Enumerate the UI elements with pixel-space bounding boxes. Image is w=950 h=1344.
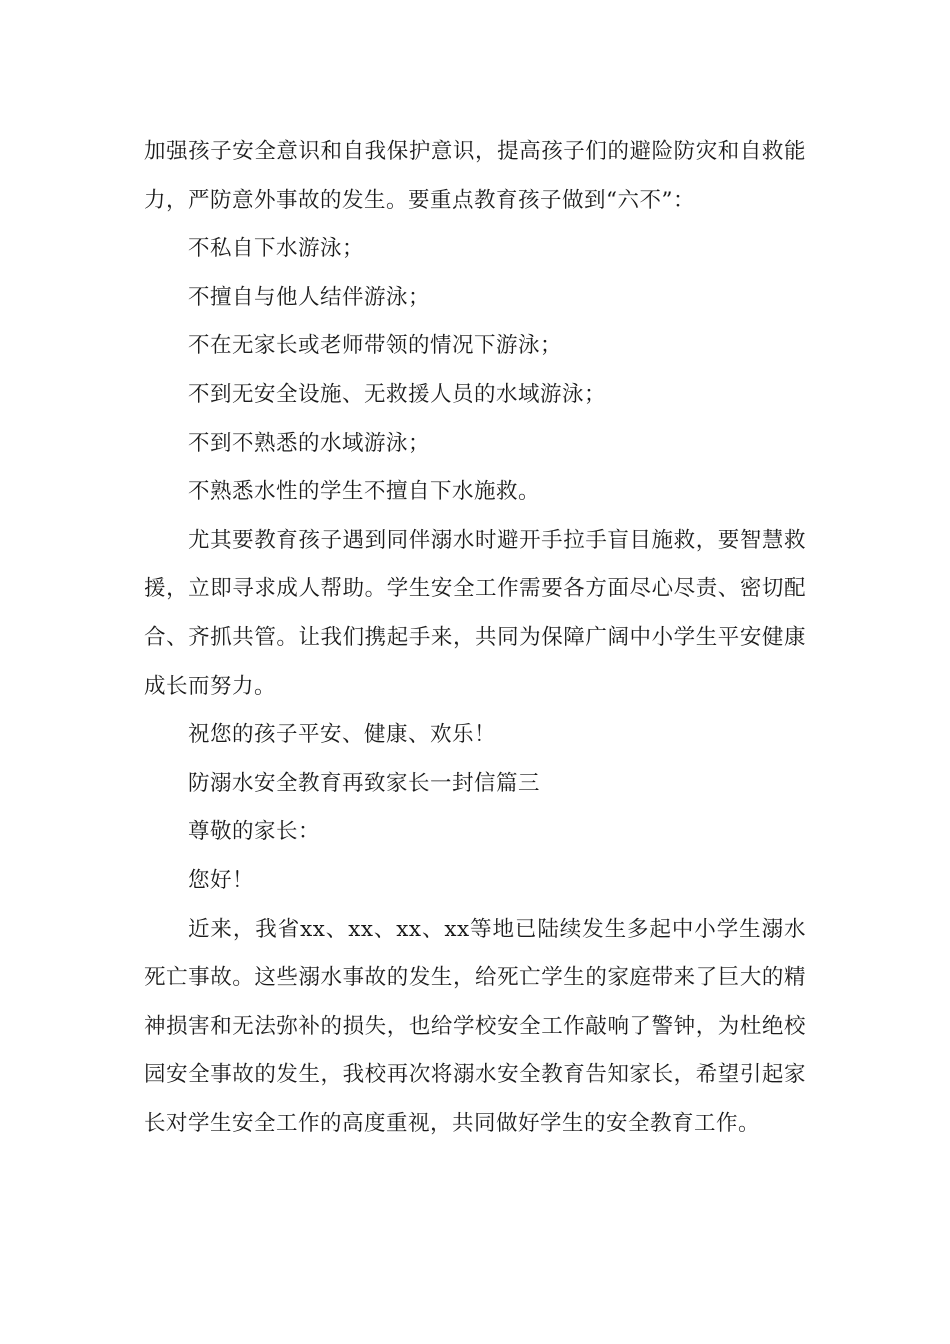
paragraph-wishes: 祝您的孩子平安、健康、欢乐！ — [188, 722, 497, 748]
paragraph-incident-notice: 近来，我省xx、xx、xx、xx等地已陆续发生多起中小学生溺水死亡事故。这些溺水事故的发生，给死亡学生的家庭带来了巨大的精神损害和无法弥补的损失，也给学校安全工作敲响了警钟，为杜绝校园安全事故的发生，我校再次将溺水安全教育告知家长，希望引起家长对学生安全工作的高度重视，共同做好学生的安全教育工作。 — [144, 916, 806, 1136]
section-heading: 防溺水安全教育再致家长一封信篇三 — [188, 770, 541, 796]
document-page — [144, 128, 806, 1148]
paragraph-safety-awareness: 加强孩子安全意识和自我保护意识，提高孩子们的避险防灾和自救能力，严防意外事故的发生。要重点教育孩子做到“六不”： — [144, 139, 806, 213]
rule-item-3: 不在无家长或老师带领的情况下游泳； — [188, 333, 563, 359]
rule-item-2: 不擅自与他人结伴游泳； — [188, 284, 431, 310]
rule-item-6: 不熟悉水性的学生不擅自下水施救。 — [188, 479, 541, 505]
rule-item-1: 不私自下水游泳； — [188, 236, 365, 262]
rule-item-5: 不到不熟悉的水域游泳； — [188, 430, 431, 456]
greeting: 您好！ — [188, 867, 255, 893]
salutation: 尊敬的家长： — [188, 819, 321, 845]
rule-item-4: 不到无安全设施、无救援人员的水域游泳； — [188, 381, 607, 407]
paragraph-rescue-advice: 尤其要教育孩子遇到同伴溺水时避开手拉手盲目施救，要智慧救援，立即寻求成人帮助。学生安全工作需要各方面尽心尽责、密切配合、齐抓共管。让我们携起手来，共同为保障广阔中小学生平安健康成长而努力。 — [144, 527, 806, 699]
